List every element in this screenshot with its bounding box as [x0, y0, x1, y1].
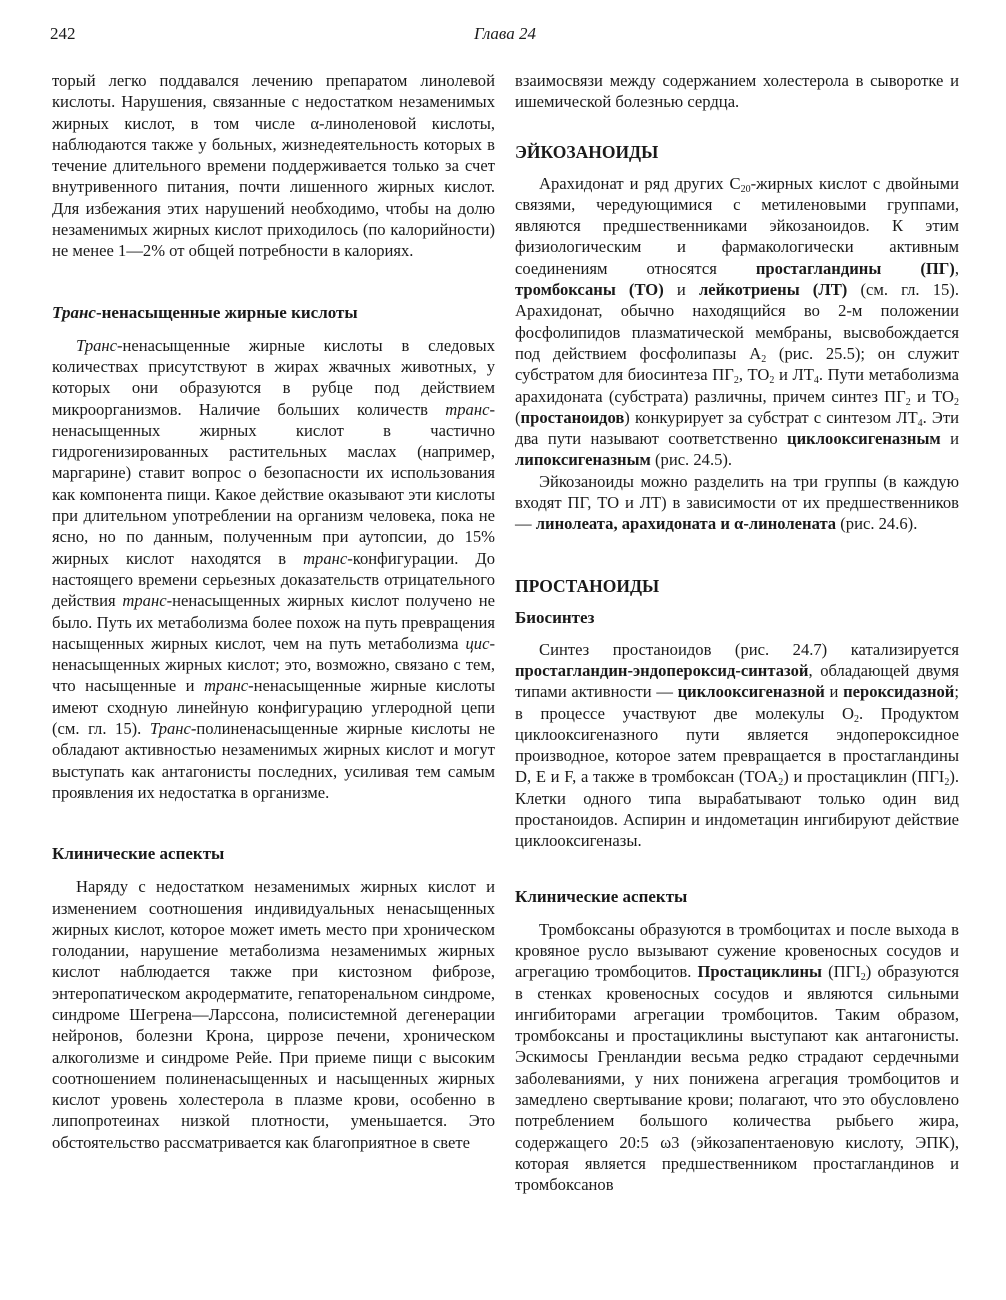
running-title: Глава 24	[474, 24, 536, 43]
left-paragraph-1: торый легко поддавался лечению препаратом линолевой кислоты. Нарушения, связанные с недостатком незаменимых жирных кислот, в том числе α-линоленовой кислоты, наблюдаются также у больных, жизнедеятельность которых в течение длительного времени поддерживается только за счет внутривенного питания, почти лишенного жирных кислот. Для избежания этих нарушений необходимо, чтобы на долю незаменимых жирных кислот приходилось (по калорийности) не менее 1—2% от общей потребности в калориях.	[52, 71, 495, 261]
term-trans: Транс	[76, 335, 118, 355]
term-peroxidase-activity: пероксидазной	[843, 682, 955, 702]
heading-biosynthesis: Биосинтез	[515, 607, 595, 627]
term-synthase: простагландин-эндопероксид-синтазой	[515, 660, 809, 680]
subscript: 2	[769, 375, 775, 387]
text-run: , TO	[738, 365, 770, 385]
text-run: ,	[954, 258, 959, 278]
heading-trans-rest: -ненасыщенные жирные кислоты	[95, 302, 358, 322]
text-run: и ЛТ	[774, 365, 814, 385]
term-lipoxygenase: липоксигеназным	[515, 450, 651, 470]
term-trans: Транс	[149, 719, 191, 739]
paragraph-clinical-right	[515, 919, 959, 1196]
text-run: -ненасыщенные жирные кислоты имеют сходную линейную конфигурацию углеродной цепи (см. гл. 15).	[52, 676, 495, 739]
term-cyclooxygenase: циклооксигеназным	[787, 429, 941, 449]
term-precursors: линолеата, арахидоната и α-линолената	[535, 514, 837, 534]
term-prostanoids: простаноидов	[520, 407, 625, 427]
subscript: 2	[860, 972, 866, 984]
term-trans: транс	[303, 548, 348, 568]
heading-clinical-aspects-right: Клинические аспекты	[515, 886, 688, 906]
heading-trans-italic: Транс	[52, 302, 96, 322]
text-run: ) образуются в стенках кровеносных сосудов и являются сильными ингибиторами агрегации тромбоцитов. Таким образом, тромбоксаны и простациклины выступают как антагонисты. Эскимосы Гренландии весьма редко страдают сердечными заболеваниями, у них понижена агрегация тромбоцитов и замедлено свертывание крови; полагают, что это обусловлено потреблением большого количества рыбьего жира, содержащего 20:5 ω3 (эйкозапентаеновую кислоту, ЭПК), которая является предшественником простагландинов и тромбоксанов	[515, 962, 959, 1195]
term-cis: цис	[465, 633, 490, 653]
term-prostaglandins: простагландины (ПГ)	[755, 258, 955, 278]
text-run: ). Клетки одного типа вырабатывают только один вид простаноидов. Аспирин и индометацин ингибируют действие циклооксигеназы.	[515, 767, 960, 851]
paragraph-eicosanoids-1	[515, 173, 959, 471]
heading-prostanoids: ПРОСТАНОИДЫ	[515, 575, 660, 596]
text-run: . Эти два пути называют соответственно	[515, 407, 959, 449]
term-leukotrienes: лейкотриены (ЛТ)	[698, 280, 848, 300]
term-trans: транс	[203, 676, 249, 696]
term-trans: транс	[122, 591, 167, 611]
text-run: , обладающей двумя типами активности —	[515, 660, 959, 702]
text-run: Синтез простаноидов (рис. 24.7) катализируется	[539, 639, 959, 659]
heading-trans-fatty-acids	[52, 302, 495, 324]
subscript: 2	[761, 353, 767, 365]
text-run: -ненасыщенных жирных кислот получено не было. Путь их метаболизма более похож на путь превращения насыщенных жирных кислот, чем на путь метаболизма	[52, 591, 495, 653]
right-column	[515, 70, 959, 1195]
page-header	[50, 24, 960, 48]
text-run: (рис. 25.5); он служит субстратом для биосинтеза ПГ	[515, 343, 960, 385]
text-run: и	[824, 682, 844, 702]
text-run: (рис. 24.5).	[650, 450, 733, 470]
text-run: Тромбоксаны образуются в тромбоцитах и после выхода в кровяное русло вызывают сужение кровеносных сосудов и агрегацию тромбоцитов.	[515, 919, 959, 982]
text-run: -ненасыщенных жирных кислот; это, возможно, связано с тем, что насыщенные и	[52, 633, 495, 696]
text-run: ; в процессе участвуют две молекулы O	[515, 682, 959, 723]
subscript: 2	[905, 396, 911, 408]
text-run: и TO	[910, 386, 954, 406]
term-cyclooxygenase-activity: циклооксигеназной	[677, 682, 825, 702]
term-trans: транс	[445, 399, 490, 419]
left-paragraph-clinical: Наряду с недостатком незаменимых жирных кислот и изменением соотношения индивидуальных ненасыщенных жирных кислот, которое может иметь место при хроническом голодании, нарушение метаболизма незаменимых жирных кислот наблюдается также при кистозном фиброзе, энтеропатическом акродерматите, гепаторенальном синдроме, синдроме Шегрена—Ларссона, полисистемной дегенерации нейронов, болезни Крона, циррозе печени, хроническом алкоголизме и синдроме Рейе. При приеме пищи с высоким соотношением полиненасыщенных и насыщенных жирных кислот уровень холестерола в плазме крови, особенно в липопротеинах низкой плотности, уменьшается. Это обстоятельство рассматривается как благоприятное в свете	[52, 877, 495, 1152]
text-run: (	[515, 407, 521, 427]
text-run: -жирных кислот с двойными связями, чередующимися с метиленовыми группами, являются предшественниками эйкозаноидов. К этим физиологическим и фармакологически активным соединениям относятся	[515, 173, 959, 278]
subscript: 2	[778, 777, 784, 789]
subscript: 4	[917, 417, 923, 429]
subscript: 4	[813, 375, 819, 387]
text-run: ) конкурирует за субстрат с синтезом ЛТ	[624, 407, 918, 427]
heading-eicosanoids: ЭЙКОЗАНОИДЫ	[515, 141, 659, 162]
left-paragraph-trans	[52, 335, 495, 804]
text-run: . Продуктом циклооксигеназного пути является эндопероксидное производное, которое затем превращается в простагландины D, E и F, а также в тромбоксан (TOA	[515, 703, 959, 787]
right-paragraph-1: взаимосвязи между содержанием холестерола в сыворотке и ишемической болезнью сердца.	[515, 71, 959, 112]
text-run: Эйкозаноиды можно разделить на три группы (в каждую входят ПГ, ТО и ЛТ) в зависимости от их предшественников —	[515, 471, 959, 534]
text-run: (ПГI	[822, 962, 861, 982]
text-run: и	[940, 429, 960, 449]
heading-clinical-aspects-left: Клинические аспекты	[52, 844, 225, 864]
text-run: (рис. 24.6).	[836, 514, 918, 534]
subscript: 2	[944, 777, 950, 789]
text-run: . Пути метаболизма арахидоната (субстрата) различны, причем синтез ПГ	[515, 365, 960, 406]
subscript: 2	[853, 713, 859, 725]
page-number: 242	[50, 24, 76, 43]
text-run: -ненасыщенные жирные кислоты в следовых количествах присутствуют в жирах жвачных животных, у которых они образуются в рубце под действием микроорганизмов. Наличие больших количеств	[52, 335, 495, 419]
text-run: ) и простациклин (ПГI	[783, 767, 945, 787]
term-prostacyclins: Простациклины	[697, 962, 823, 982]
text-run: -полиненасыщенные жирные кислоты не обладают активностью незаменимых жирных кислот и могут выступать как антагонисты последних, усиливая тем самым проявления их недостатка в организме.	[52, 719, 495, 802]
paragraph-eicosanoids-2	[515, 471, 959, 535]
text-run: (см. гл. 15). Арахидонат, обычно находящийся во 2-м положении фосфолипидов плазматической мембраны, высвобождается под действием фосфолипазы A	[515, 280, 959, 363]
text-run: и	[663, 280, 699, 300]
left-column	[52, 70, 495, 1153]
subscript: 20	[740, 183, 751, 195]
subscript: 2	[733, 375, 739, 387]
paragraph-biosynthesis	[515, 639, 959, 852]
text-run: -конфигурации. До настоящего времени серьезных доказательств отрицательного действия	[52, 548, 495, 611]
term-thromboxanes: тромбоксаны (ТО)	[515, 280, 664, 300]
subscript: 2	[953, 396, 959, 408]
text-run: Арахидонат и ряд других C	[539, 173, 741, 193]
text-run: -ненасыщенных жирных кислот в частично гидрогенизированных растительных маслах (например, маргарине) ставит вопрос о безопасности их использования как компонента пищи. Какое действие оказывают эти кислоты при длительном употреблении на организм человека, пока не ясно, но по данным, полученным при аутопсии, до 15% жирных кислот находятся в	[52, 399, 495, 568]
